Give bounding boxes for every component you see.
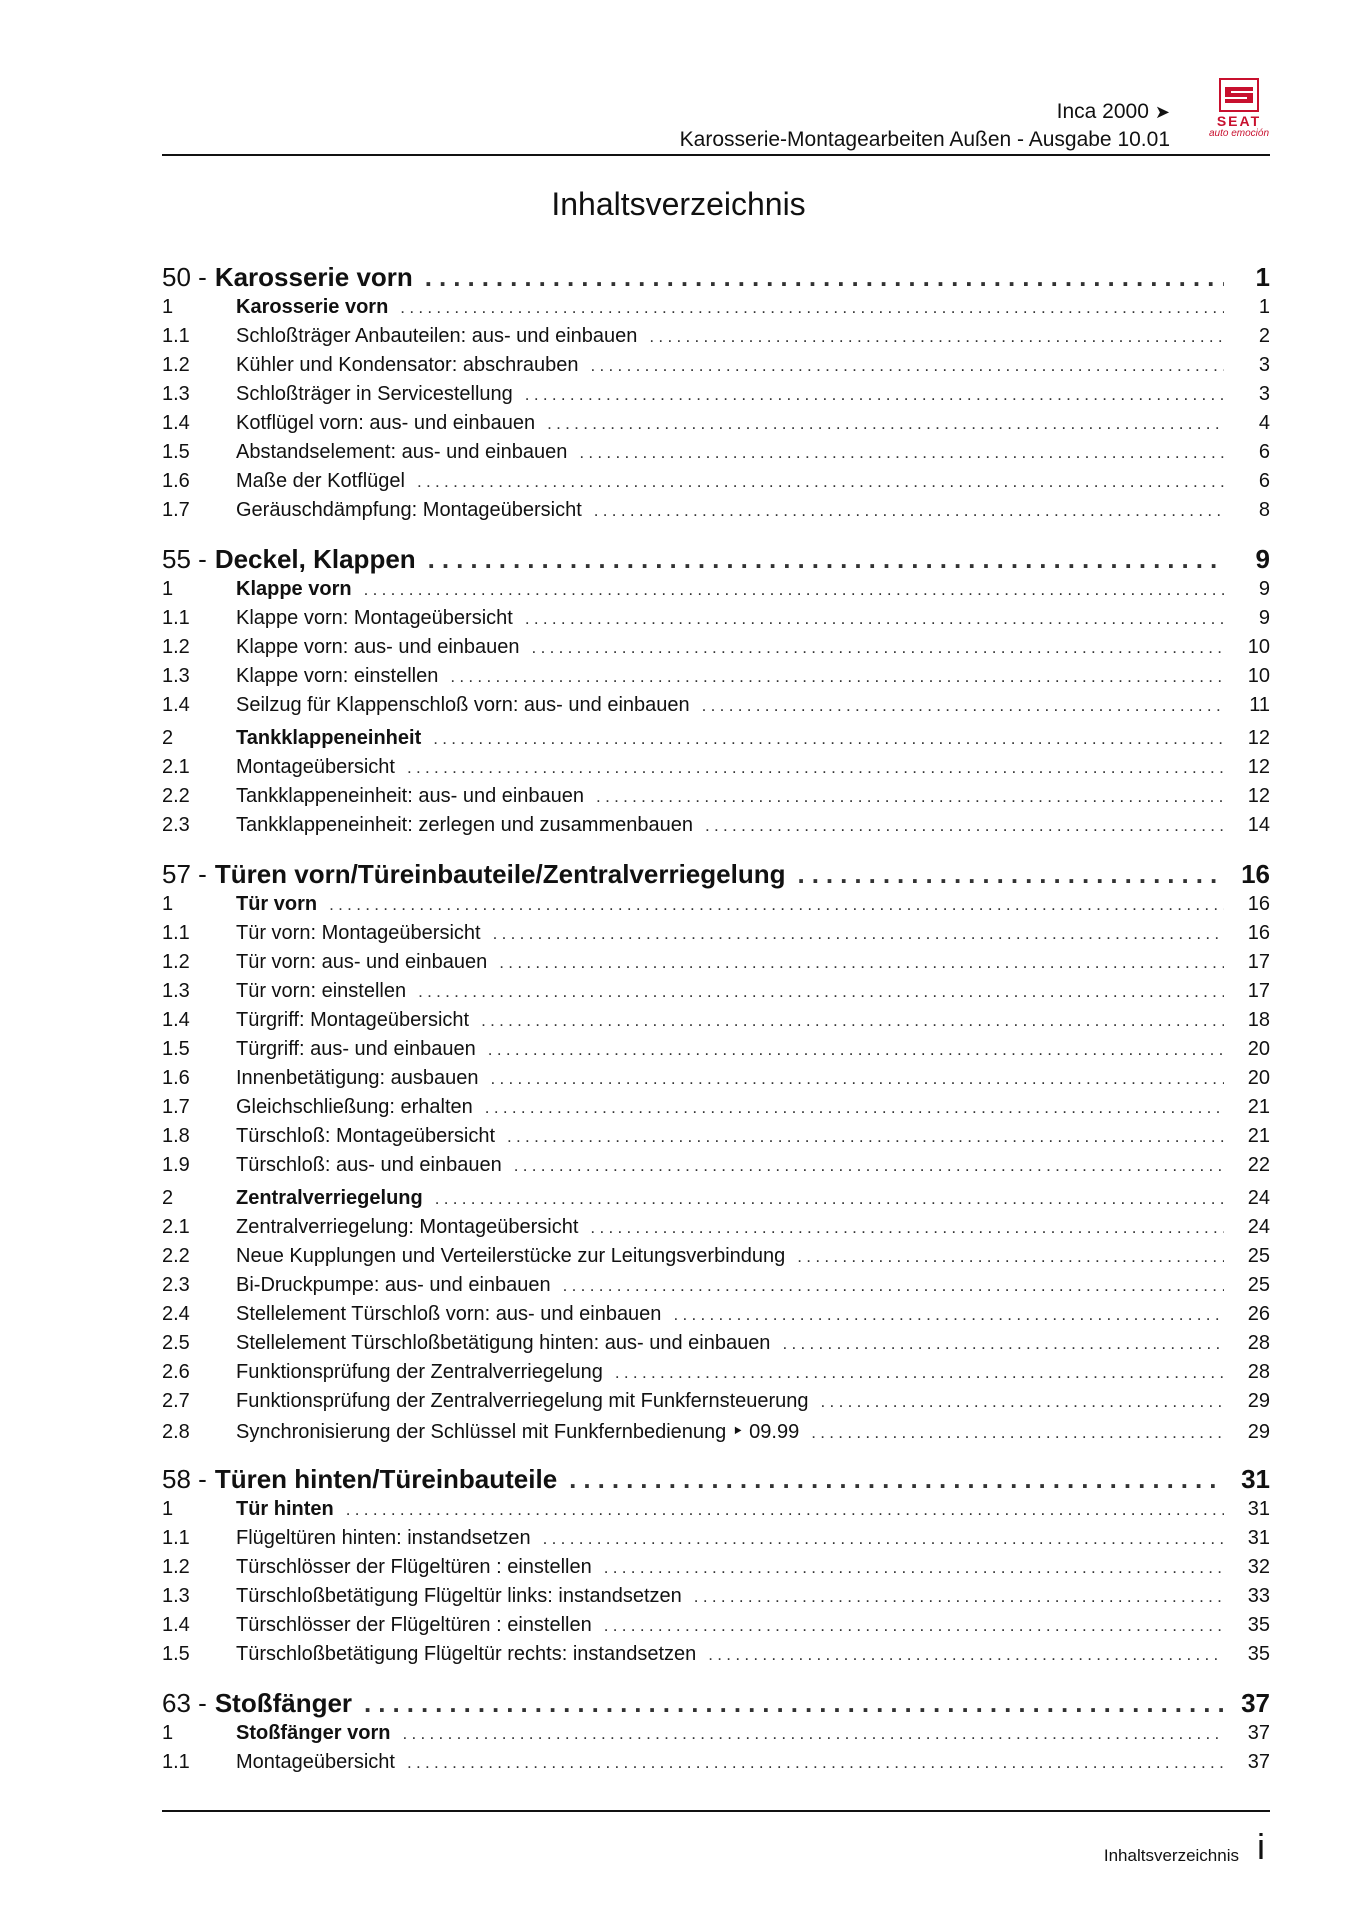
toc-sub-title: Kotflügel vorn: aus- und einbauen (236, 412, 536, 434)
toc-sub-page: 21 (1247, 1096, 1270, 1118)
toc-sub-title: Funktionsprüfung der Zentralverriegelung (236, 1361, 603, 1383)
toc-chapter-row[interactable] (162, 1688, 1270, 1722)
toc-sub-page: 31 (1247, 1527, 1270, 1549)
toc-sub-page: 24 (1247, 1216, 1270, 1238)
toc-chapter-page: 31 (1241, 1464, 1270, 1494)
toc-sub-page: 10 (1247, 665, 1270, 687)
toc-sub-page: 33 (1247, 1585, 1270, 1607)
toc-sub-number: 1.6 (162, 470, 190, 492)
toc-section-title: Klappe vorn (236, 578, 352, 600)
dot-leader (433, 729, 1224, 749)
toc-sub-page: 3 (1258, 383, 1270, 405)
toc-sub-page: 14 (1247, 814, 1270, 836)
toc-sub-page: 6 (1258, 441, 1270, 463)
dot-leader (499, 953, 1224, 973)
toc-chapter-title: Deckel, Klappen (214, 544, 416, 574)
toc-section-number: 1 (162, 1498, 174, 1520)
dot-leader (485, 1098, 1224, 1118)
toc-sub-title: Bi-Druckpumpe: aus- und einbauen (236, 1274, 551, 1296)
toc-sub-title: Tankklappeneinheit: aus- und einbauen (236, 785, 585, 807)
toc-sub-number: 1.9 (162, 1154, 190, 1176)
toc-sub-number: 1.2 (162, 354, 190, 376)
toc-sub-row[interactable] (162, 1038, 1270, 1067)
toc-sub-row[interactable] (162, 1125, 1270, 1154)
dot-leader (797, 1247, 1224, 1267)
toc-sub-title: Türschlösser der Flügeltüren : einstellen (236, 1556, 592, 1578)
toc-sub-number: 1.5 (162, 1643, 190, 1665)
footer-label: Inhaltsverzeichnis (1103, 1846, 1239, 1865)
toc-sub-row[interactable] (162, 1096, 1270, 1125)
toc-sub-number: 1.7 (162, 499, 190, 521)
toc-section-page: 16 (1247, 893, 1270, 915)
toc-sub-page: 17 (1247, 951, 1270, 973)
toc-section-page: 37 (1247, 1722, 1270, 1744)
dot-leader (532, 638, 1224, 658)
toc-sub-number: 1.2 (162, 1556, 190, 1578)
page-title: Inhaltsverzeichnis (551, 186, 806, 222)
toc-sub-number: 2.6 (162, 1361, 190, 1383)
toc-sub-row[interactable] (162, 1585, 1270, 1614)
toc-chapter-row[interactable] (162, 1464, 1270, 1498)
toc-sub-number: 1.6 (162, 1067, 190, 1089)
dot-leader (543, 1529, 1224, 1549)
toc-sub-number: 1.1 (162, 1527, 190, 1549)
toc-sub-row[interactable] (162, 1067, 1270, 1096)
toc-sub-title: Schloßträger Anbauteilen: aus- und einbauen (236, 325, 638, 347)
dot-leader (407, 758, 1224, 778)
toc-chapter-number: 58 - (162, 1464, 207, 1494)
toc-sub-page: 20 (1247, 1067, 1270, 1089)
toc-section-page: 1 (1258, 296, 1270, 318)
toc-section-title: Tür hinten (236, 1498, 334, 1520)
toc-sub-row[interactable] (162, 383, 1270, 412)
toc-sub-title: Gleichschließung: erhalten (236, 1096, 473, 1118)
toc-sub-title: Klappe vorn: einstellen (236, 665, 439, 687)
dot-leader (400, 298, 1224, 318)
dot-leader (569, 1464, 1224, 1495)
toc-sub-number: 1.4 (162, 412, 190, 434)
toc-sub-number: 2.2 (162, 785, 190, 807)
toc-sub-number: 2.2 (162, 1245, 190, 1267)
toc-sub-number: 2.3 (162, 814, 190, 836)
toc-sub-page: 18 (1247, 1009, 1270, 1031)
toc-sub-title: Seilzug für Klappenschloß vorn: aus- und einbauen (236, 694, 690, 716)
toc-sub-title: Funktionsprüfung der Zentralverriegelung mit Funkfernsteuerung (236, 1390, 809, 1412)
toc-section-title: Zentralverriegelung (236, 1187, 423, 1209)
toc-section-page: 24 (1247, 1187, 1270, 1209)
header-model-text: Inca 2000 (1056, 100, 1149, 123)
toc-sub-number: 1.4 (162, 1009, 190, 1031)
dot-leader (402, 1724, 1224, 1744)
dot-leader (346, 1500, 1224, 1520)
toc-section-page: 12 (1247, 727, 1270, 749)
toc-sub-title: Montageübersicht (236, 756, 395, 778)
toc-sub-number: 1.1 (162, 607, 190, 629)
toc-chapter-page: 1 (1255, 262, 1270, 292)
toc-sub-row[interactable] (162, 636, 1270, 665)
dot-leader (364, 1688, 1224, 1719)
dot-leader (563, 1276, 1224, 1296)
dot-leader (594, 501, 1224, 521)
toc-chapter-number: 55 - (162, 544, 207, 574)
toc-sub-number: 1.7 (162, 1096, 190, 1118)
header-divider (162, 154, 1270, 156)
toc-sub-number: 1.2 (162, 951, 190, 973)
toc-section-row[interactable] (162, 1187, 1270, 1216)
toc-sub-row[interactable] (162, 412, 1270, 441)
seat-logo-icon (1219, 78, 1259, 112)
toc-sub-title: Tür vorn: aus- und einbauen (236, 951, 488, 973)
toc-sub-title: Stellelement Türschloßbetätigung hinten: aus- und einbauen (236, 1332, 771, 1354)
toc-sub-title: Montageübersicht (236, 1751, 395, 1773)
footer-divider (162, 1810, 1270, 1812)
toc-sub-title: Stellelement Türschloß vorn: aus- und einbauen (236, 1303, 662, 1325)
toc-section-row[interactable] (162, 296, 1270, 325)
toc-sub-row[interactable] (162, 325, 1270, 354)
dot-leader (708, 1645, 1224, 1665)
toc-sub-number: 1.3 (162, 665, 190, 687)
toc-sub-title: Türschlösser der Flügeltüren : einstellen (236, 1614, 592, 1636)
toc-sub-page: 2 (1258, 325, 1270, 347)
toc-section-number: 2 (162, 727, 174, 749)
toc-sub-number: 1.8 (162, 1125, 190, 1147)
toc-section-number: 1 (162, 296, 174, 318)
toc-sub-row[interactable] (162, 1751, 1270, 1780)
toc-sub-page: 29 (1247, 1421, 1270, 1443)
dot-leader (525, 385, 1224, 405)
toc-sub-title: Synchronisierung der Schlüssel mit Funkfernbedienung ‣ 09.99 (236, 1421, 800, 1443)
toc-sub-title: Türschloßbetätigung Flügeltür links: instandsetzen (236, 1585, 682, 1607)
toc-sub-number: 1.5 (162, 441, 190, 463)
toc-sub-page: 12 (1247, 756, 1270, 778)
toc-section-number: 1 (162, 1722, 174, 1744)
logo-wordmark: SEAT (1216, 113, 1262, 129)
toc-sub-row[interactable] (162, 1216, 1270, 1245)
toc-sub-title: Türschloß: aus- und einbauen (236, 1154, 502, 1176)
toc-sub-title: Innenbetätigung: ausbauen (236, 1067, 479, 1089)
toc-sub-title: Tür vorn: Montageübersicht (236, 922, 481, 944)
toc-chapter-page: 16 (1241, 859, 1270, 889)
dot-leader (821, 1392, 1224, 1412)
toc-sub-title: Abstandselement: aus- und einbauen (236, 441, 568, 463)
toc-section-row[interactable] (162, 1498, 1270, 1527)
toc-chapter-row[interactable] (162, 544, 1270, 578)
toc-sub-number: 2.1 (162, 1216, 190, 1238)
dot-leader (364, 580, 1224, 600)
toc-sub-title: Flügeltüren hinten: instandsetzen (236, 1527, 531, 1549)
dot-leader (488, 1040, 1224, 1060)
toc-sub-row[interactable] (162, 1556, 1270, 1585)
dot-leader (694, 1587, 1224, 1607)
dot-leader (490, 1069, 1224, 1089)
seat-logo (1200, 78, 1278, 144)
table-of-contents (162, 262, 1270, 1780)
toc-sub-row[interactable] (162, 1361, 1270, 1390)
toc-sub-row[interactable] (162, 922, 1270, 951)
toc-chapter-title: Stoßfänger (214, 1688, 353, 1718)
logo-slogan: auto emoción (1208, 128, 1270, 139)
toc-section-row[interactable] (162, 893, 1270, 922)
toc-sub-title: Türgriff: aus- und einbauen (236, 1038, 476, 1060)
toc-sub-number: 1.1 (162, 1751, 190, 1773)
toc-sub-number: 2.7 (162, 1390, 190, 1412)
dot-leader (407, 1753, 1224, 1773)
toc-sub-row[interactable] (162, 441, 1270, 470)
toc-sub-row[interactable] (162, 814, 1270, 843)
toc-sub-number: 2.5 (162, 1332, 190, 1354)
toc-sub-number: 1.3 (162, 1585, 190, 1607)
dot-leader (615, 1363, 1224, 1383)
dot-leader (811, 1423, 1224, 1443)
toc-sub-page: 16 (1247, 922, 1270, 944)
toc-sub-page: 10 (1247, 636, 1270, 658)
toc-sub-row[interactable] (162, 785, 1270, 814)
toc-sub-page: 8 (1258, 499, 1270, 521)
toc-chapter-title: Türen hinten/Türeinbauteile (214, 1464, 558, 1494)
toc-sub-row[interactable] (162, 1009, 1270, 1038)
toc-sub-page: 22 (1247, 1154, 1270, 1176)
dot-leader (493, 924, 1224, 944)
toc-sub-row[interactable] (162, 354, 1270, 383)
toc-chapter-title: Karosserie vorn (214, 262, 413, 292)
toc-sub-number: 1.3 (162, 980, 190, 1002)
dot-leader (604, 1616, 1224, 1636)
toc-section-row[interactable] (162, 727, 1270, 756)
dot-leader (797, 859, 1224, 890)
toc-sub-number: 2.4 (162, 1303, 190, 1325)
dot-leader (604, 1558, 1224, 1578)
toc-section-page: 31 (1247, 1498, 1270, 1520)
toc-sub-row[interactable] (162, 499, 1270, 528)
footer-page-number: i (1257, 1826, 1265, 1867)
dot-leader (596, 787, 1224, 807)
toc-sub-row[interactable] (162, 1245, 1270, 1274)
toc-sub-page: 6 (1258, 470, 1270, 492)
dot-leader (481, 1011, 1224, 1031)
dot-leader (435, 1189, 1224, 1209)
dot-leader (507, 1127, 1224, 1147)
dot-leader (329, 895, 1224, 915)
toc-section-number: 1 (162, 893, 174, 915)
toc-sub-row[interactable] (162, 470, 1270, 499)
toc-section-page: 9 (1258, 578, 1270, 600)
toc-sub-page: 37 (1247, 1751, 1270, 1773)
dot-leader (428, 544, 1224, 575)
toc-sub-number: 1.4 (162, 694, 190, 716)
dot-leader (450, 667, 1224, 687)
page-header (162, 90, 1270, 158)
toc-section-row[interactable] (162, 578, 1270, 607)
dot-leader (590, 356, 1224, 376)
toc-chapter-row[interactable] (162, 262, 1270, 296)
toc-sub-row[interactable] (162, 951, 1270, 980)
toc-sub-title: Zentralverriegelung: Montageübersicht (236, 1216, 579, 1238)
toc-section-title: Tankklappeneinheit (236, 727, 422, 749)
toc-sub-title: Klappe vorn: Montageübersicht (236, 607, 513, 629)
toc-sub-number: 1.1 (162, 325, 190, 347)
toc-sub-title: Tür vorn: einstellen (236, 980, 407, 1002)
arrow-right-icon: ➤ (1154, 102, 1170, 122)
toc-sub-row[interactable] (162, 756, 1270, 785)
toc-sub-number: 1.3 (162, 383, 190, 405)
toc-sub-row[interactable] (162, 1274, 1270, 1303)
dot-leader (782, 1334, 1224, 1354)
dot-leader (705, 816, 1224, 836)
toc-sub-number: 2.3 (162, 1274, 190, 1296)
toc-sub-page: 21 (1247, 1125, 1270, 1147)
toc-sub-number: 1.2 (162, 636, 190, 658)
toc-chapter-page: 9 (1255, 544, 1270, 574)
toc-section-title: Stoßfänger vorn (236, 1722, 391, 1744)
toc-chapter-title: Türen vorn/Türeinbauteile/Zentralverriegelung (214, 859, 786, 889)
dot-leader (514, 1156, 1224, 1176)
toc-sub-page: 28 (1247, 1332, 1270, 1354)
toc-sub-page: 3 (1258, 354, 1270, 376)
toc-chapter-row[interactable] (162, 859, 1270, 893)
dot-leader (425, 262, 1224, 293)
toc-sub-page: 35 (1247, 1614, 1270, 1636)
toc-sub-number: 1.4 (162, 1614, 190, 1636)
toc-sub-row[interactable] (162, 980, 1270, 1009)
toc-sub-page: 11 (1249, 694, 1270, 716)
toc-sub-title: Türgriff: Montageübersicht (236, 1009, 470, 1031)
header-subtitle: Karosserie-Montagearbeiten Außen - Ausgabe 10.01 (679, 128, 1170, 151)
toc-sub-row[interactable] (162, 1390, 1270, 1419)
dot-leader (418, 982, 1224, 1002)
toc-section-title: Tür vorn (236, 893, 318, 915)
toc-sub-title: Maße der Kotflügel (236, 470, 405, 492)
toc-sub-row[interactable] (162, 1332, 1270, 1361)
toc-sub-title: Kühler und Kondensator: abschrauben (236, 354, 579, 376)
toc-sub-row[interactable] (162, 1154, 1270, 1183)
toc-chapter-number: 63 - (162, 1688, 207, 1718)
toc-sub-number: 2.1 (162, 756, 190, 778)
toc-sub-page: 12 (1247, 785, 1270, 807)
toc-sub-number: 1.5 (162, 1038, 190, 1060)
toc-sub-page: 25 (1247, 1245, 1270, 1267)
toc-sub-title: Türschloßbetätigung Flügeltür rechts: instandsetzen (236, 1643, 697, 1665)
toc-sub-page: 26 (1247, 1303, 1270, 1325)
toc-sub-row[interactable] (162, 1614, 1270, 1643)
toc-sub-page: 20 (1247, 1038, 1270, 1060)
toc-sub-title: Geräuschdämpfung: Montageübersicht (236, 499, 582, 521)
toc-sub-number: 2.8 (162, 1421, 190, 1443)
dot-leader (417, 472, 1224, 492)
toc-sub-page: 9 (1258, 607, 1270, 629)
toc-section-number: 1 (162, 578, 174, 600)
toc-sub-title: Schloßträger in Servicestellung (236, 383, 513, 405)
dot-leader (649, 327, 1224, 347)
toc-sub-title: Tankklappeneinheit: zerlegen und zusammenbauen (236, 814, 693, 836)
toc-sub-title: Neue Kupplungen und Verteilerstücke zur Leitungsverbindung (236, 1245, 786, 1267)
toc-sub-page: 35 (1247, 1643, 1270, 1665)
dot-leader (702, 696, 1224, 716)
toc-sub-page: 28 (1247, 1361, 1270, 1383)
dot-leader (579, 443, 1224, 463)
toc-sub-page: 32 (1247, 1556, 1270, 1578)
toc-sub-number: 1.1 (162, 922, 190, 944)
toc-sub-row[interactable] (162, 1303, 1270, 1332)
toc-sub-row[interactable] (162, 607, 1270, 636)
toc-section-row[interactable] (162, 1722, 1270, 1751)
dot-leader (673, 1305, 1224, 1325)
header-model (1057, 100, 1170, 124)
toc-sub-title: Klappe vorn: aus- und einbauen (236, 636, 520, 658)
dot-leader (547, 414, 1224, 434)
toc-sub-row[interactable] (162, 1643, 1270, 1672)
toc-sub-title: Türschloß: Montageübersicht (236, 1125, 496, 1147)
toc-chapter-page: 37 (1241, 1688, 1270, 1718)
toc-section-number: 2 (162, 1187, 174, 1209)
toc-sub-page: 29 (1247, 1390, 1270, 1412)
toc-sub-page: 25 (1247, 1274, 1270, 1296)
toc-sub-row[interactable] (162, 694, 1270, 723)
dot-leader (525, 609, 1224, 629)
dot-leader (590, 1218, 1224, 1238)
toc-chapter-number: 50 - (162, 262, 207, 292)
toc-section-title: Karosserie vorn (236, 296, 389, 318)
toc-sub-row[interactable] (162, 1527, 1270, 1556)
toc-sub-page: 4 (1258, 412, 1270, 434)
toc-sub-page: 17 (1247, 980, 1270, 1002)
toc-sub-row[interactable] (162, 665, 1270, 694)
toc-chapter-number: 57 - (162, 859, 207, 889)
toc-sub-row[interactable] (162, 1419, 1270, 1448)
